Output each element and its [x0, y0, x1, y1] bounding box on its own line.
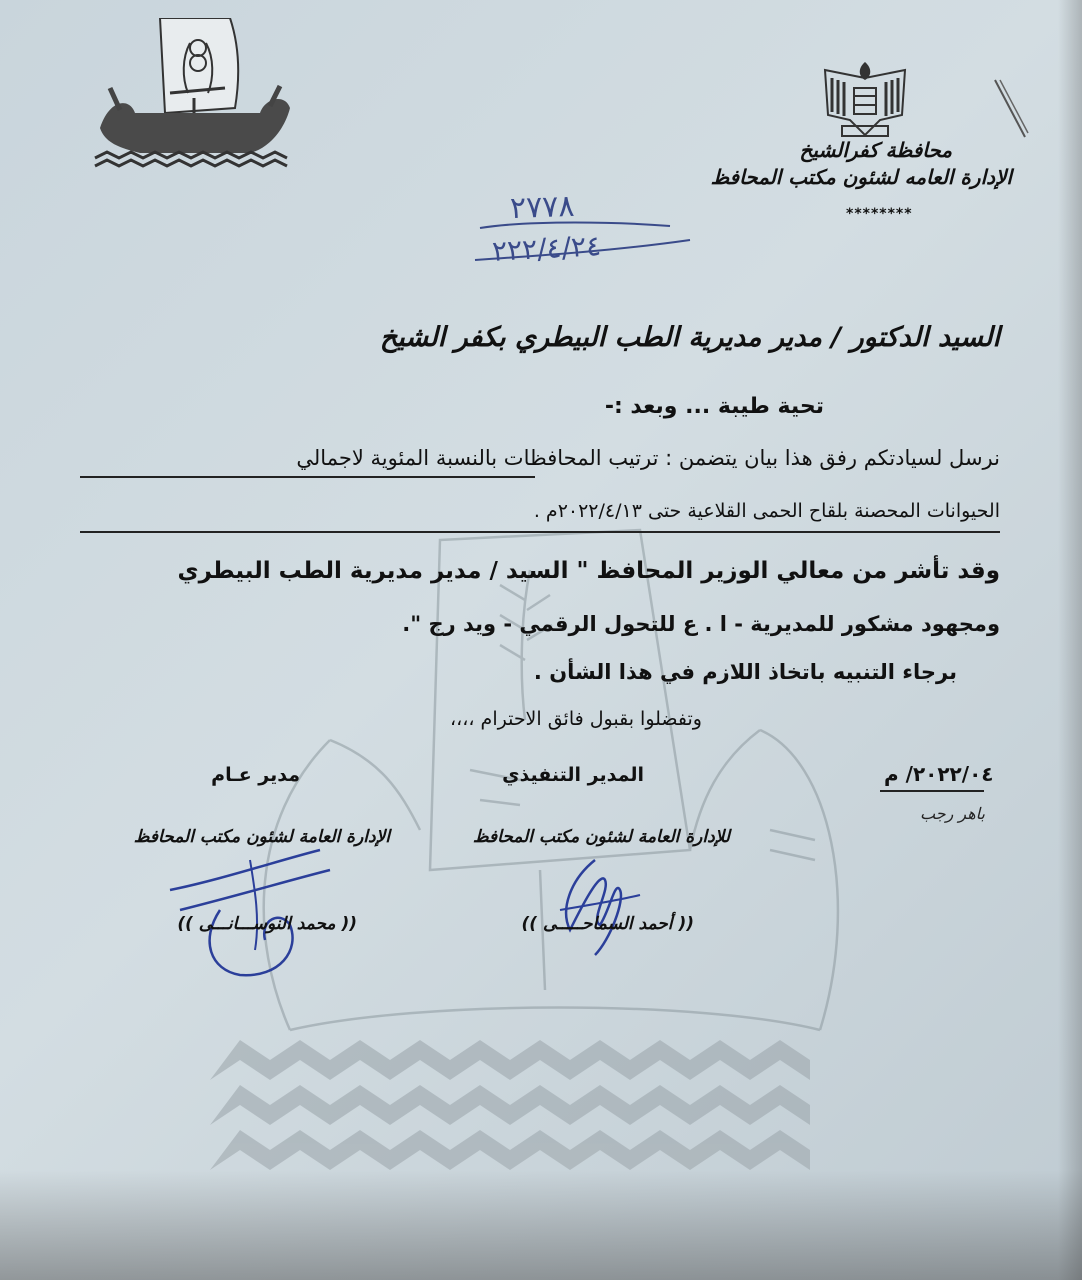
- header-department: الإدارة العامه لشئون مكتب المحافظ: [710, 165, 1012, 189]
- egypt-eagle-emblem-icon: [820, 60, 910, 140]
- body-line-2: الحيوانات المحصنة بلقاح الحمى القلاعية حتى ٢٠٢٢/٤/١٣م .: [533, 500, 1000, 522]
- body-line-4: ومجهود مشكور للمديرية - ا . ع للتحول الرقمي - ويد رج ".: [402, 612, 1000, 636]
- executive-name: (( أحمد السماحـــــى )): [521, 914, 694, 934]
- body-line-5: برجاء التنبيه باتخاذ اللازم في هذا الشأن .: [533, 660, 957, 684]
- handwritten-ref-date: ٢٢٢/٤/٢٤: [491, 229, 602, 268]
- executive-department: للإدارة العامة لشئون مكتب المحافظ: [472, 827, 730, 847]
- executive-signature: [540, 850, 650, 960]
- general-manager-title: مدير عـام: [211, 764, 300, 786]
- header-stars: ********: [846, 206, 913, 222]
- header-governorate: محافظة كفرالشيخ: [799, 138, 952, 162]
- letter-date: ٢٠٢٢/٠٤/ م: [884, 762, 994, 786]
- executive-director-title: المدير التنفيذي: [502, 764, 644, 786]
- closing: وتفضلوا بقبول فائق الاحترام ،،،،: [449, 708, 702, 730]
- general-name: (( محمد النوســـانـــى )): [177, 914, 357, 934]
- date-underline: [880, 790, 984, 792]
- governorate-logo-icon: [90, 18, 300, 168]
- greeting: تحية طيبة ... وبعد :-: [604, 394, 824, 419]
- handwritten-ref-number: ٢٧٧٨: [509, 188, 576, 227]
- handwritten-underline-strokes: [470, 200, 700, 270]
- general-department: الإدارة العامة لشئون مكتب المحافظ: [133, 827, 390, 847]
- body-line-3: وقد تأشر من معالي الوزير المحافظ " السيد / مدير مديرية الطب البيطري: [177, 558, 1000, 584]
- addressee: السيد الدكتور / مدير مديرية الطب البيطري بكفر الشيخ: [379, 322, 1000, 353]
- body-line-1-underline: [80, 476, 535, 478]
- bottom-shadow: [0, 1170, 1082, 1280]
- handwritten-date-note: باهر رجب: [920, 804, 986, 823]
- body-line-1: نرسل لسيادتكم رفق هذا بيان يتضمن : ترتيب المحافظات بالنسبة المئوية لاجمالي: [296, 446, 1000, 470]
- page-edge-shadow: [1058, 0, 1082, 1280]
- paper-clip-icon: [990, 75, 1030, 145]
- body-line-2-underline: [80, 531, 1000, 533]
